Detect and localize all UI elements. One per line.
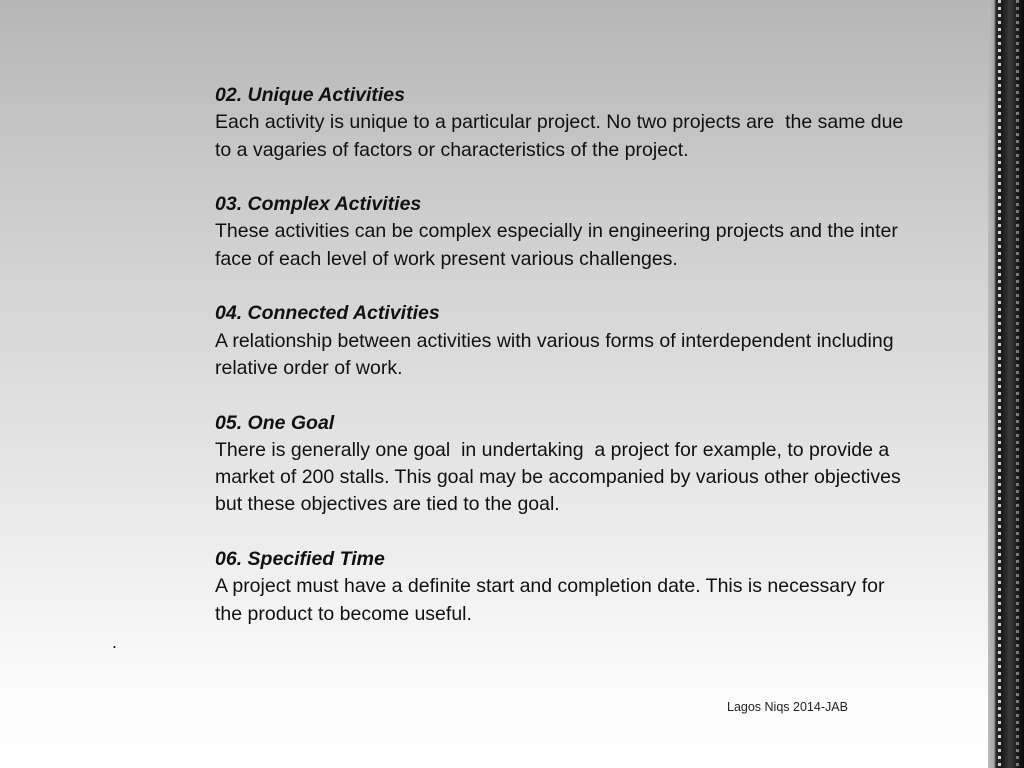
section-complex-activities <box>215 191 915 273</box>
slide-content <box>215 82 915 655</box>
section-unique-activities <box>215 82 915 164</box>
section-body: These activities can be complex especially in engineering projects and the inter face of each level of work present various challenges. <box>215 220 904 270</box>
section-body: A relationship between activities with various forms of interdependent including relative order of work. <box>215 329 899 379</box>
decorative-film-border <box>988 0 1024 768</box>
section-title: 05. One Goal <box>215 411 335 434</box>
section-body: A project must have a definite start and completion date. This is necessary for the product to become useful. <box>215 575 890 625</box>
section-title: 06. Specified Time <box>215 548 385 571</box>
footer-credit: Lagos Niqs 2014-JAB <box>727 700 848 714</box>
film-perforation-line <box>1016 0 1019 768</box>
stray-mark: . <box>112 632 118 652</box>
section-title: 04. Connected Activities <box>215 302 440 325</box>
section-specified-time <box>215 546 915 628</box>
section-connected-activities <box>215 300 915 382</box>
film-perforation-line <box>998 0 1001 768</box>
section-body: There is generally one goal in undertaking a project for example, to provide a market of 200 stalls. This goal may be accompanied by various other objectives but these objectives are tied to the goal. <box>215 438 907 516</box>
section-title: 02. Unique Activities <box>215 84 406 106</box>
section-one-goal <box>215 410 915 519</box>
section-title: 03. Complex Activities <box>215 193 422 216</box>
section-body: Each activity is unique to a particular project. No two projects are the same due to a vagaries of factors or characteristics of the project. <box>215 111 909 161</box>
